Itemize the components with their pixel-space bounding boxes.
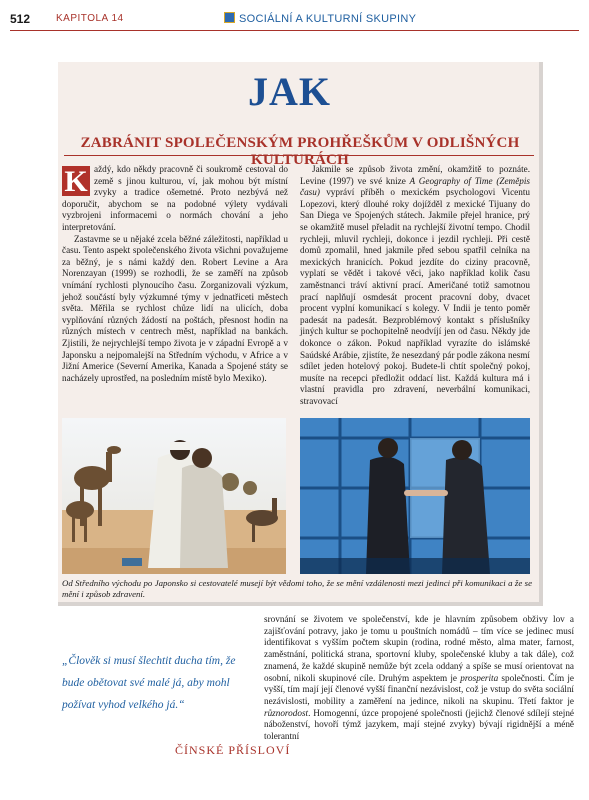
- section-title: SOCIÁLNÍ A KULTURNÍ SKUPINY: [239, 13, 417, 25]
- page-number: 512: [10, 12, 31, 26]
- paragraph: Zastavme se u nějaké zcela běžné záležitosti, například u času. Tento aspekt společenského života všichni považujeme za běžný, je s námi každý den. Robert Levine a Ara Norenzayan (1999) se rozhodli, že se zaměří na způsob vnímání rychlosti plynoucího času. Zorganizovali výzkum, jehož součástí byly výzkumné týmy v jednatřiceti městech světa. Měřila se rychlost chůze lidí na ulicích, doba vyplňování různých žádostí na poštách, přesnost hodin na různých místech v centrech měst, například na bankách. Zjistili, že nejrychlejší tempo života je v západní Evropě a v Japonsku a nejpomalejší na Středním východu, v Africe a v Jižní Americe (Severní Amerika, Kanada a Spojené státy se nacházely uprostřed, na posledním místě bylo Mexiko).: [62, 233, 288, 383]
- article-column-1: [62, 164, 288, 383]
- photo-business-greeting: [300, 418, 530, 574]
- term-prosperita: prosperita: [460, 672, 499, 683]
- pull-quote: „Člověk si musí šlechtit ducha tím, že bude obětovat své malé já, aby mohl požívat vyhod velkého já.“: [62, 655, 236, 711]
- paragraph: Jakmile se způsob života změní, okamžitě to poznáte. Levine (1997) ve své knize A Geography of Time (Zeměpis času) vypráví příběh o mexickém psychologovi Vicentu Lopezovi, který dlouhé roky dojížděl z mexické Tijuany do San Diega ve Spojených státech. Jakmile přejel hranice, prý se okamžitě musel přeladit na rychlejší životní tempo. Chodil rychleji, mluvil rychleji, dokonce i jezdil rychleji. Při cestě domů zpomalil, hned jakmile před sebou spatřil celníka na mexických hranicích. Pokud jezdíte do ciziny pracovně, vyplatí se vědět i takové věci, jako například kolik času zaměstnanci tráví aktivní prací. Američané totiž samotnou prací naplňují osmdesát procent pracovní doby, dvacet procent vyplní komunikací s kolegy. V Indii je tento poměr padesát na padesát. Bezproblémový kontakt s příslušníky jiných kultur se pochopitelně neodvíjí jen od času. Někdy jde dokonce o zákon. Pokud například vyrazíte do islámské Saúdské Arábie, zjistíte, že nesezdaný pár podle zákona nesmí sdílet jeden hotelový pokoj. Budete-li chtít společný pokoj, musíte na recepci předložit oddací list. Každá kultura má i vlastní pravidla pro zdravení, neverbální komunikaci, stravovací: [300, 164, 530, 406]
- quote-author: ČÍNSKÉ PŘÍSLOVÍ: [175, 743, 291, 757]
- section-square-icon: [224, 12, 235, 23]
- page-header: [0, 0, 589, 40]
- subtitle-rule: [64, 155, 534, 156]
- term-roznorodost: různorodost: [264, 707, 309, 718]
- chapter-label: KAPITOLA 14: [56, 13, 124, 24]
- photo-caption: Od Středního východu po Japonsko si cestovatelé musejí být vědomi toho, že se mění vzdálenosti mezi jedinci při komunikaci a že se mění i způsob zdravení.: [62, 578, 532, 599]
- main-text-column: [264, 614, 574, 800]
- photo-desert-greeting: [62, 418, 286, 574]
- article-title: JAK: [248, 69, 331, 114]
- paragraph: K aždý, kdo někdy pracovně či soukromě cestoval do země s jinou kulturou, ví, jak mohou být místní zvyky a tradice ošemetné. Proto nezbývá než doporučit, abychom se na podobné výlety vydávali vyzbrojeni informacemi o normách chování a jeho interpretování.: [62, 164, 288, 232]
- article-subtitle: ZABRÁNIT SPOLEČENSKÝM PROHŘEŠKŮM V ODLIŠNÝCH KULTURÁCH: [80, 135, 520, 168]
- book-title: A Geography of Time (Zeměpis času): [300, 175, 530, 198]
- drop-cap: K: [62, 166, 90, 196]
- article-column-2: [300, 164, 530, 404]
- header-rule: [10, 30, 579, 31]
- paragraph: srovnání se životem ve společenství, kde je hlavním způsobem obživy lov a zajišťování potravy, jako je tomu u pouštních nomádů – tím více se jedinec musí identifikovat s vyšším počtem skupin (rodina, rodné město, alma mater, farnost, zaměstnání, politická strana, sportovní kluby, společenské kluby a tak dále), což znamená, že každé skupině nemůže být zcela oddaný a spíše se musí orientovat na osobní, nikoli skupinové cíle. Druhým aspektem je prosperita společnosti. Čím je vyšší, tím mají její členové vyšší finanční nezávislost, což je vstup do světa sociální nezávislosti, mobility a zaměření na jedince, nikoli na skupinu. Třetí faktor je různorodost. Homogenní, úzce propojené společnosti (jejichž členové sdílejí stejné náboženství, hovoří týmž jazykem, mají stejné zvyky) bývají rigidnější a méně tolerantní: [264, 614, 575, 742]
- section-label: [224, 12, 416, 25]
